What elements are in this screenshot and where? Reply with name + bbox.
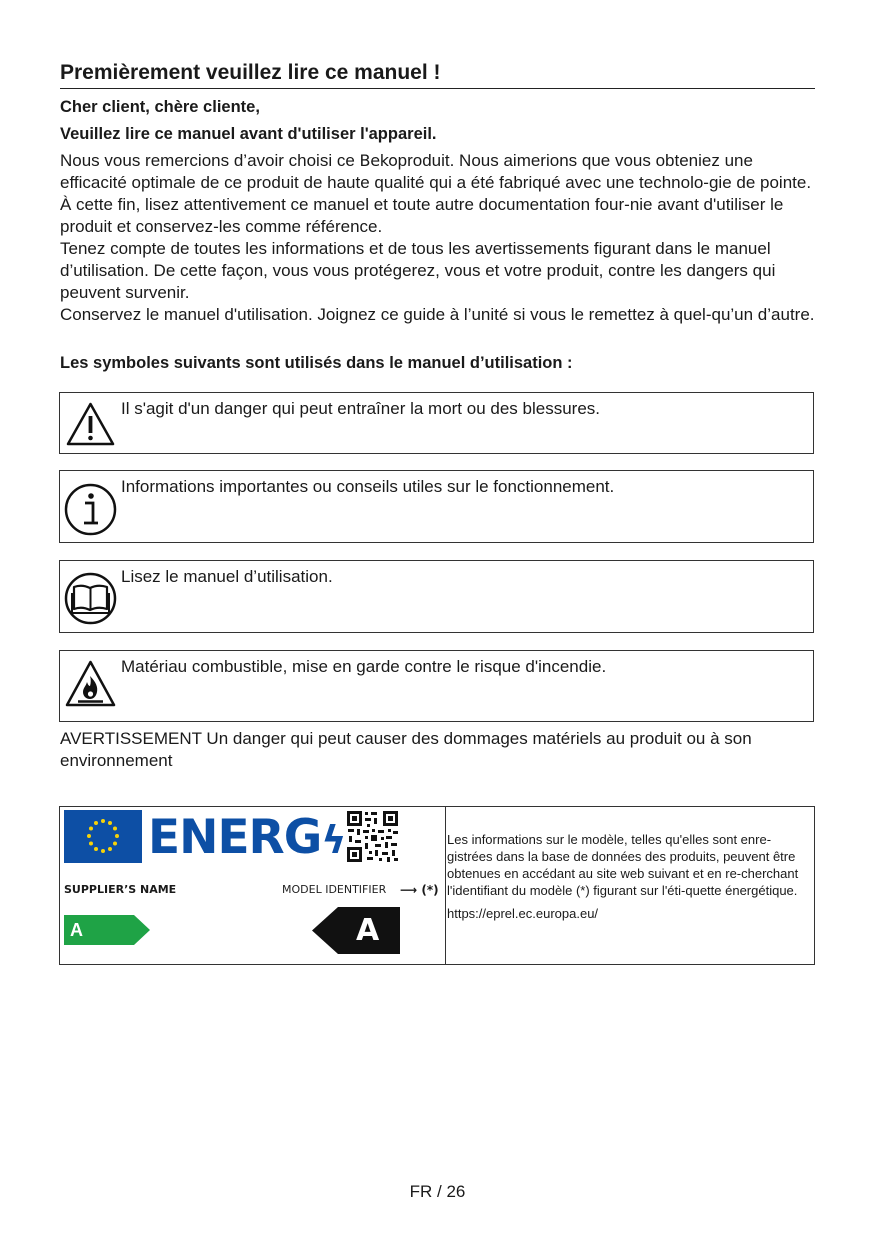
symbol-text-warning: Il s'agit d'un danger qui peut entraîner la mort ou des blessures. [121, 399, 600, 418]
intro-text [60, 150, 820, 326]
salutation: Cher client, chère cliente, [60, 98, 260, 116]
warning-note: AVERTISSEMENT Un danger qui peut causer des dommages matériels au produit ou à son environnement [60, 729, 752, 770]
symbol-row-warning [59, 392, 814, 454]
supplier-name: SUPPLIER’S NAME [64, 883, 177, 896]
brand-name: Beko [359, 151, 398, 170]
instruction-heading: Veuillez lire ce manuel avant d'utiliser l'appareil. [60, 125, 437, 143]
energy-label-image [60, 807, 446, 964]
fire-hazard-icon [63, 657, 118, 712]
info-circle-icon [63, 482, 118, 537]
page-title: Premièrement veuillez lire ce manuel ! [60, 58, 815, 89]
symbols-heading: Les symboles suivants sont utilisés dans le manuel d’utilisation : [60, 354, 573, 372]
intro-paragraph-3: Conservez le manuel d'utilisation. Joignez ce guide à l’unité si vous le remettez à quel-qu’un d’autre. [60, 305, 815, 324]
intro-paragraph-1: Nous vous remercions d’avoir choisi ce Bekoproduit. Nous aimerions que vous obteniez une efficacité optimale de ce produit de haute qualité qui a été fabriqué avec une technolo-gie de pointe. À cette fin, lisez attentivement ce manuel et toute autre documentation four-nie avant d'utiliser le produit et conservez-les comme référence. [60, 151, 812, 236]
energ-logo: ENERGϟ [148, 810, 346, 865]
energy-class-indicator-label: A [356, 913, 380, 948]
symbol-text-manual: Lisez le manuel d’utilisation. [121, 567, 333, 586]
symbol-text-info: Informations importantes ou conseils utiles sur le fonctionnement. [121, 477, 615, 496]
energy-label-info [447, 831, 813, 922]
energy-info-text: Les informations sur le modèle, telles qu'elles sont enre-gistrées dans la base de données des produits, peuvent être obtenues en accédant au site web suivant et en re-cherchant l'identifiant du modèle (*) figurant sur l'éti-quette énergétique. [447, 832, 799, 898]
warning-triangle-icon [63, 396, 118, 451]
symbol-row-fire [59, 650, 814, 722]
intro-paragraph-2: Tenez compte de toutes les informations et de tous les avertissements figurant dans le manuel d’utilisation. De cette façon, vous vous protégerez, vous et votre produit, contre les dangers qui peuvent survenir. [60, 239, 776, 302]
symbol-row-info [59, 470, 814, 543]
read-manual-icon [63, 571, 118, 626]
symbol-text-fire: Matériau combustible, mise en garde contre le risque d'incendie. [121, 657, 607, 676]
eu-flag-icon [64, 810, 142, 863]
model-identifier: MODEL IDENTIFIER [282, 883, 387, 896]
lightning-icon: ϟ [321, 818, 346, 862]
symbol-row-manual [59, 560, 814, 633]
arrow-right-icon: ⟶ [400, 883, 418, 897]
eprel-link[interactable]: https://eprel.ec.europa.eu/ [447, 906, 599, 921]
page-number: FR / 26 [409, 1182, 466, 1201]
model-identifier-marker: ⟶ (*) [400, 883, 439, 897]
energy-label-table [59, 806, 815, 965]
qr-code-icon [345, 809, 400, 864]
energy-class-scale-label: A [70, 920, 83, 940]
